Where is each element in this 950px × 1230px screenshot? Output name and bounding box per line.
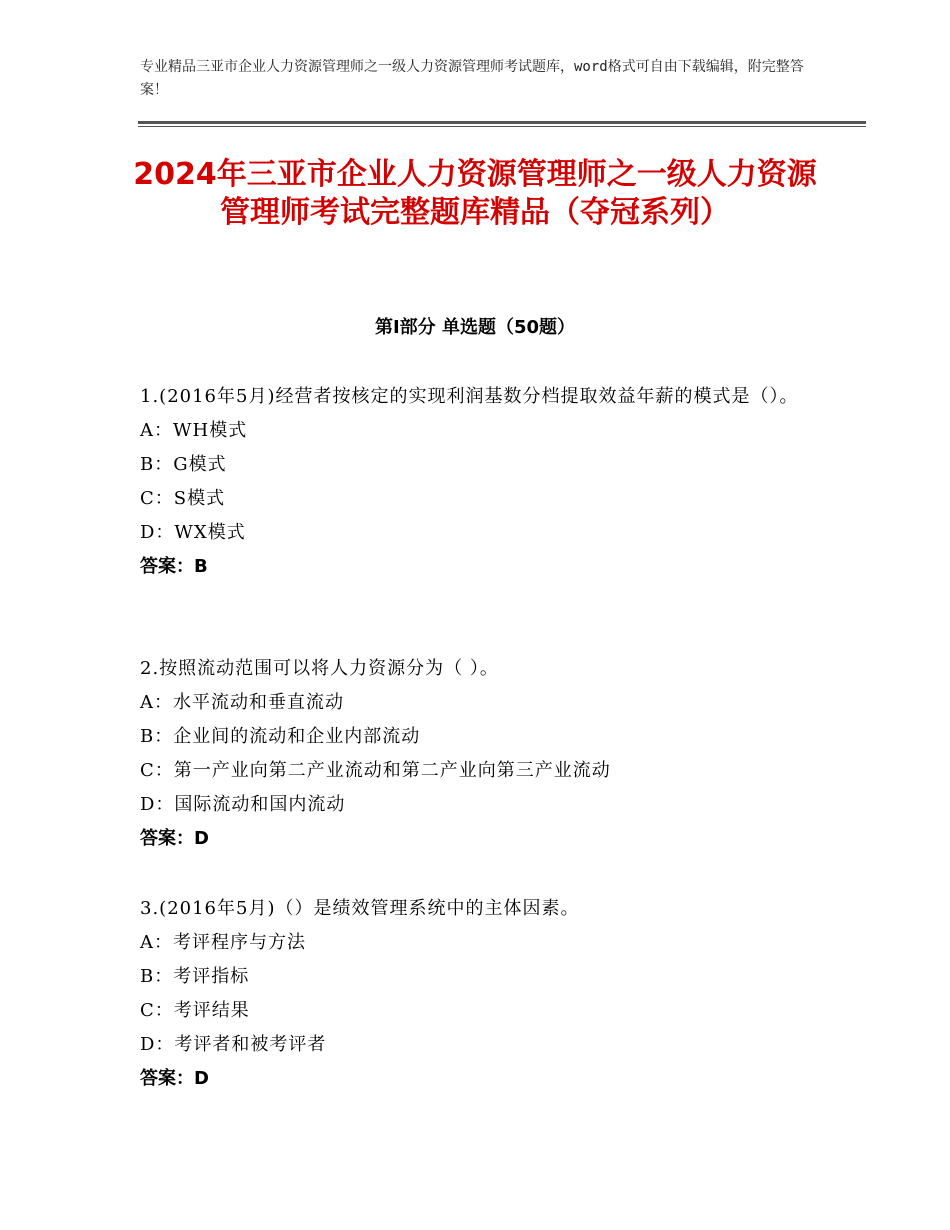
header-rule-thin — [138, 126, 866, 127]
option-b: B：企业间的流动和企业内部流动 — [140, 726, 421, 747]
option-c: C：第一产业向第二产业流动和第二产业向第三产业流动 — [140, 760, 611, 781]
answer: 答案：D — [140, 1068, 209, 1089]
option-a: A：考评程序与方法 — [140, 932, 306, 953]
answer: 答案：B — [140, 556, 208, 577]
header-rule-thick — [138, 121, 866, 124]
header-note: 专业精品三亚市企业人力资源管理师之一级人力资源管理师考试题库，word格式可自由下载编辑，附完整答案！ — [140, 59, 804, 98]
option-d: D：考评者和被考评者 — [140, 1034, 327, 1055]
option-d: D：WX模式 — [140, 522, 246, 543]
question-text: 2.按照流动范围可以将人力资源分为（ ）。 — [140, 658, 499, 679]
option-c: C：S模式 — [140, 488, 226, 509]
question-1 — [140, 380, 820, 584]
option-a: A：WH模式 — [140, 420, 248, 441]
section-heading: 第Ⅰ部分 单选题（50题） — [374, 317, 575, 338]
question-text: 1.(2016年5月)经营者按核定的实现利润基数分档提取效益年薪的模式是（）。 — [140, 386, 799, 407]
option-b: B：考评指标 — [140, 966, 250, 987]
option-a: A：水平流动和垂直流动 — [140, 692, 344, 713]
question-text: 3.(2016年5月)（）是绩效管理系统中的主体因素。 — [140, 898, 580, 919]
answer: 答案：D — [140, 828, 209, 849]
question-3 — [140, 892, 820, 1096]
question-2 — [140, 652, 820, 856]
option-c: C：考评结果 — [140, 1000, 250, 1021]
option-d: D：国际流动和国内流动 — [140, 794, 346, 815]
document-title: 2024年三亚市企业人力资源管理师之一级人力资源管理师考试完整题库精品（夺冠系列） — [133, 157, 817, 230]
option-b: B：G模式 — [140, 454, 227, 475]
